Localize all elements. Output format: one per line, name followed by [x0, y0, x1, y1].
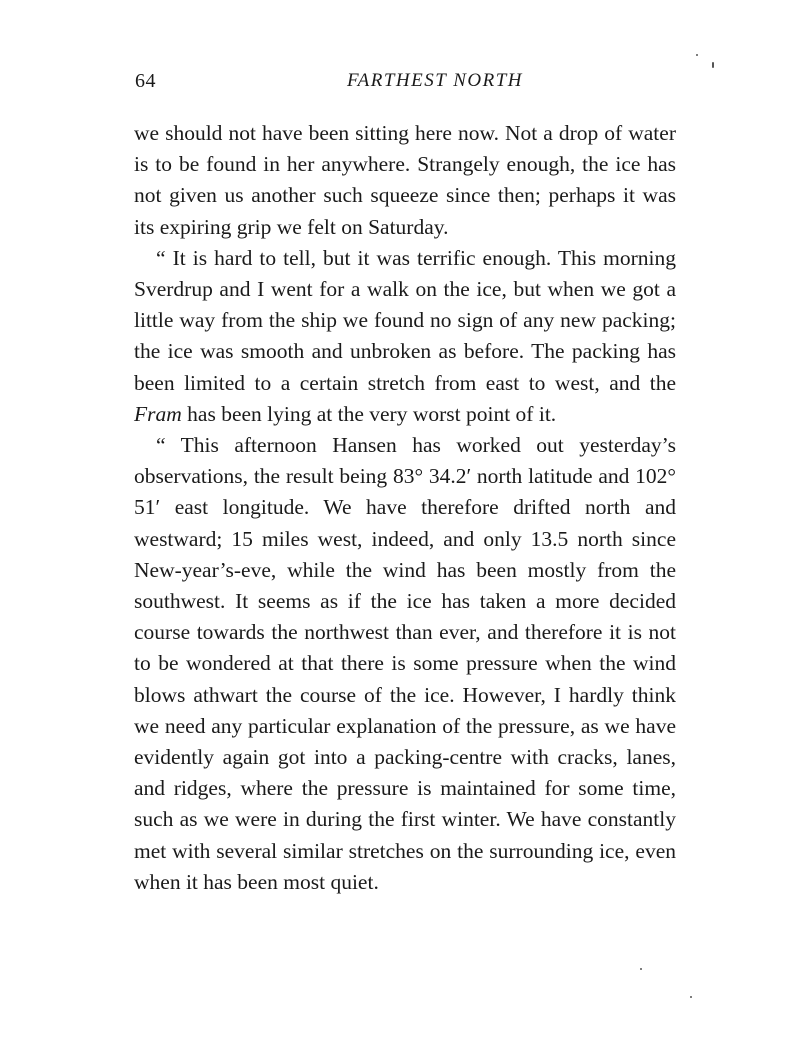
paper-speck: [640, 968, 642, 970]
paragraph-text: has been lying at the very worst point of it.: [181, 401, 557, 426]
paragraph-text: we should not have been sitting here now. Not a drop of water is to be found in her anywhere. Strangely enough, the ice has not given us another such squeeze since then; perhaps it was its expiring grip we felt on Saturday.: [134, 121, 676, 239]
paragraph-text: “ This afternoon Hansen has worked out yesterday’s observations, the result being 83° 34.2′ north latitude and 102° 51′ east longitude. We have therefore drifted north and westward; 15 miles west, indeed, and only 13.5 north since New-year’s-eve, while the wind has been mostly from the southwest. It seems as if the ice has taken a more decided course towards the northwest than ever, and therefore it is not to be wondered at that there is some pressure when the wind blows athwart the course of the ice. However, I hardly think we need any particular explanation of the pressure, as we have evidently again got into a packing-centre with cracks, lanes, and ridges, where the pressure is maintained for some time, such as we were in during the first winter. We have constantly met with several similar stretches on the surrounding ice, even when it has been most quiet.: [134, 433, 676, 894]
running-head: FARTHEST NORTH: [346, 70, 524, 91]
page-number: 64: [135, 70, 156, 92]
paragraph: [134, 430, 676, 898]
body-text: [134, 118, 676, 898]
page-header: [135, 70, 675, 100]
paper-speck: [696, 54, 698, 56]
paragraph: [134, 243, 676, 430]
paper-speck: [712, 62, 714, 68]
paper-speck: [690, 996, 692, 998]
ship-name: Fram: [134, 401, 182, 426]
paragraph-text: “ It is hard to tell, but it was terrific enough. This morning Sverdrup and I went for a walk on the ice, but when we got a little way from the ship we found no sign of any new packing; the ice was smooth and unbroken as before. The packing has been limited to a certain stretch from east to west, and the: [134, 245, 676, 395]
paragraph: [134, 118, 676, 243]
